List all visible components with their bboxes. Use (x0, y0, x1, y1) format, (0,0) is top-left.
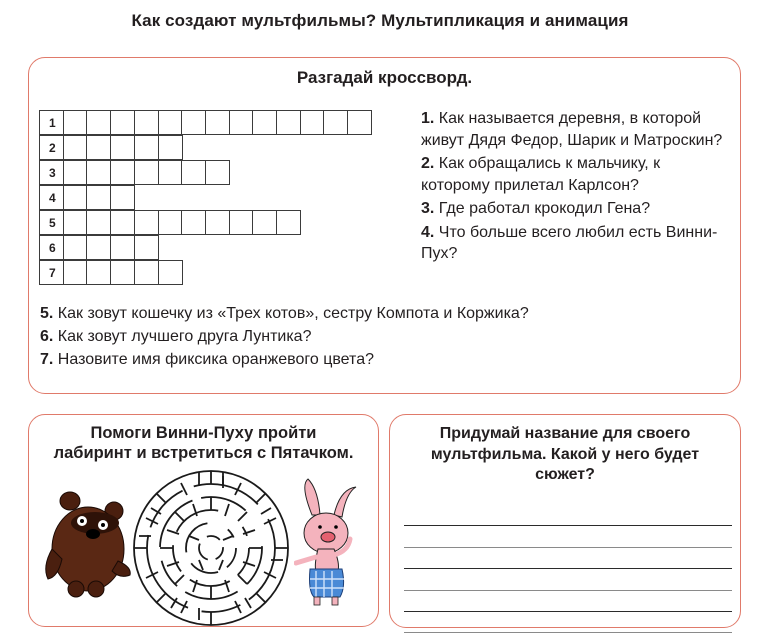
crossword-cell[interactable] (134, 135, 159, 160)
crossword-cell[interactable] (252, 110, 277, 135)
crossword-cell[interactable] (134, 235, 159, 260)
crossword-row-number: 2 (39, 135, 64, 160)
crossword-cell[interactable] (86, 235, 111, 260)
crossword-row-2 (39, 135, 371, 160)
crossword-cell[interactable] (181, 110, 206, 135)
crossword-row-5 (39, 210, 371, 235)
crossword-cell[interactable] (300, 110, 325, 135)
crossword-cell[interactable] (86, 260, 111, 285)
writing-line[interactable] (404, 612, 732, 633)
crossword-card (28, 57, 741, 394)
crossword-cell[interactable] (229, 210, 254, 235)
question-3: 3. Где работал крокодил Гена? (421, 200, 651, 217)
crossword-cell[interactable] (110, 260, 135, 285)
crossword-row-6 (39, 235, 371, 260)
page-title: Как создают мультфильмы? Мультипликация и анимация (131, 11, 629, 30)
crossword-cell[interactable] (252, 210, 277, 235)
crossword-row-number: 4 (39, 185, 64, 210)
crossword-cell[interactable] (110, 185, 135, 210)
crossword-cell[interactable] (158, 110, 183, 135)
story-writing-lines[interactable] (404, 505, 732, 633)
crossword-row-number: 1 (39, 110, 64, 135)
crossword-cell[interactable] (134, 260, 159, 285)
crossword-cell[interactable] (158, 260, 183, 285)
questions-right (421, 108, 731, 267)
crossword-cell[interactable] (86, 210, 111, 235)
question-4: 4. Что больше всего любил есть Винни-Пух? (421, 223, 718, 262)
crossword-cell[interactable] (229, 110, 254, 135)
writing-line[interactable] (404, 569, 732, 590)
crossword-cell[interactable] (86, 110, 111, 135)
crossword-cell[interactable] (205, 110, 230, 135)
question-2: 2. Как обращались к мальчику, к которому прилетал Карлсон? (421, 155, 661, 194)
crossword-row-3 (39, 160, 371, 185)
story-card (389, 414, 741, 628)
crossword-cell[interactable] (205, 160, 230, 185)
maze-title: Помоги Винни-Пуху пройти лабиринт и встретиться с Пятачком. (53, 424, 354, 462)
crossword-cell[interactable] (134, 210, 159, 235)
crossword-cell[interactable] (276, 210, 301, 235)
crossword-row-1 (39, 110, 371, 135)
crossword-cell[interactable] (158, 135, 183, 160)
crossword-cell[interactable] (86, 135, 111, 160)
crossword-cell[interactable] (205, 210, 230, 235)
crossword-cell[interactable] (86, 185, 111, 210)
winnie-the-pooh-image (40, 487, 132, 599)
crossword-cell[interactable] (110, 160, 135, 185)
crossword-cell[interactable] (347, 110, 372, 135)
crossword-cell[interactable] (110, 235, 135, 260)
crossword-cell[interactable] (134, 160, 159, 185)
circular-maze (131, 468, 291, 628)
question-5: 5. Как зовут кошечку из «Трех котов», сестру Компота и Коржика? (40, 305, 529, 322)
writing-line[interactable] (404, 526, 732, 547)
question-1: 1. Как называется деревня, в которой живут Дядя Федор, Шарик и Матроскин? (421, 110, 723, 149)
crossword-cell[interactable] (63, 185, 88, 210)
crossword-row-number: 5 (39, 210, 64, 235)
crossword-row-number: 6 (39, 235, 64, 260)
crossword-cell[interactable] (63, 135, 88, 160)
crossword-cell[interactable] (110, 210, 135, 235)
crossword-cell[interactable] (63, 235, 88, 260)
crossword-cell[interactable] (276, 110, 301, 135)
story-title: Придумай название для своего мультфильма. Какой у него будет сюжет? (430, 425, 700, 483)
crossword-grid (39, 110, 371, 285)
crossword-title: Разгадай кроссворд. (296, 68, 473, 87)
crossword-row-number: 7 (39, 260, 64, 285)
crossword-cell[interactable] (323, 110, 348, 135)
questions-bottom (40, 302, 529, 371)
crossword-cell[interactable] (63, 110, 88, 135)
piglet-image (294, 475, 362, 611)
crossword-cell[interactable] (86, 160, 111, 185)
crossword-row-number: 3 (39, 160, 64, 185)
crossword-cell[interactable] (181, 160, 206, 185)
crossword-cell[interactable] (110, 110, 135, 135)
question-7: 7. Назовите имя фиксика оранжевого цвета? (40, 351, 374, 368)
writing-line[interactable] (404, 591, 732, 612)
crossword-cell[interactable] (158, 210, 183, 235)
crossword-cell[interactable] (158, 160, 183, 185)
crossword-cell[interactable] (181, 210, 206, 235)
question-6: 6. Как зовут лучшего друга Лунтика? (40, 328, 312, 345)
crossword-row-7 (39, 260, 371, 285)
writing-line[interactable] (404, 548, 732, 569)
writing-line[interactable] (404, 505, 732, 526)
maze-card (28, 414, 379, 627)
crossword-cell[interactable] (63, 210, 88, 235)
crossword-row-4 (39, 185, 371, 210)
crossword-cell[interactable] (63, 160, 88, 185)
crossword-cell[interactable] (110, 135, 135, 160)
crossword-cell[interactable] (63, 260, 88, 285)
crossword-cell[interactable] (134, 110, 159, 135)
